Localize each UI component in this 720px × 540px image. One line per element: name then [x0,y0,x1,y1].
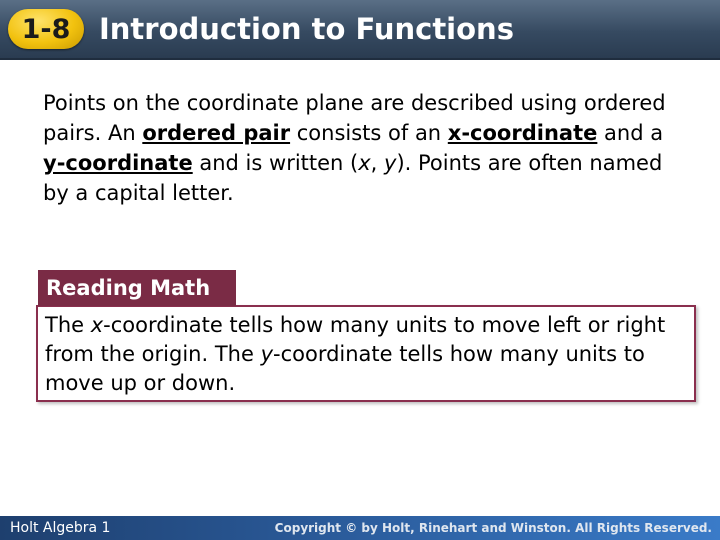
lesson-number-badge: 1-8 [8,9,84,49]
reading-math-label: Reading Math [38,270,236,306]
term-ordered-pair: ordered pair [142,121,291,145]
term-y-coordinate: y-coordinate [43,151,193,175]
intro-text-3: and a [597,121,664,145]
footer-copyright: Copyright © by Holt, Rinehart and Winston. All Rights Reserved. [274,521,712,535]
footer-course-name: Holt Algebra 1 [10,520,111,536]
intro-text-5: , [370,151,385,175]
reading-math-variable-y: y [260,342,273,366]
intro-text-4: and is written ( [192,151,359,175]
intro-paragraph [43,88,683,208]
reading-math-text-1: The [45,313,91,337]
intro-text-6: ). Points are often named by a capital letter. [43,151,663,205]
reading-math-text [45,311,685,398]
term-x-coordinate: x-coordinate [447,121,598,145]
variable-y: y [384,151,397,175]
reading-math-text-2: -coordinate tells how many units to move left or right from the origin. The [45,313,666,366]
header-bar [0,0,720,60]
footer-bar [0,516,720,540]
intro-text-1: Points on the coordinate plane are described using ordered pairs. An [43,91,666,145]
intro-text-2: consists of an [290,121,448,145]
lesson-title: Introduction to Functions [99,12,514,46]
reading-math-text-3: -coordinate tells how many units to move up or down. [45,342,645,395]
variable-x: x [358,151,371,175]
reading-math-variable-x: x [90,313,104,337]
